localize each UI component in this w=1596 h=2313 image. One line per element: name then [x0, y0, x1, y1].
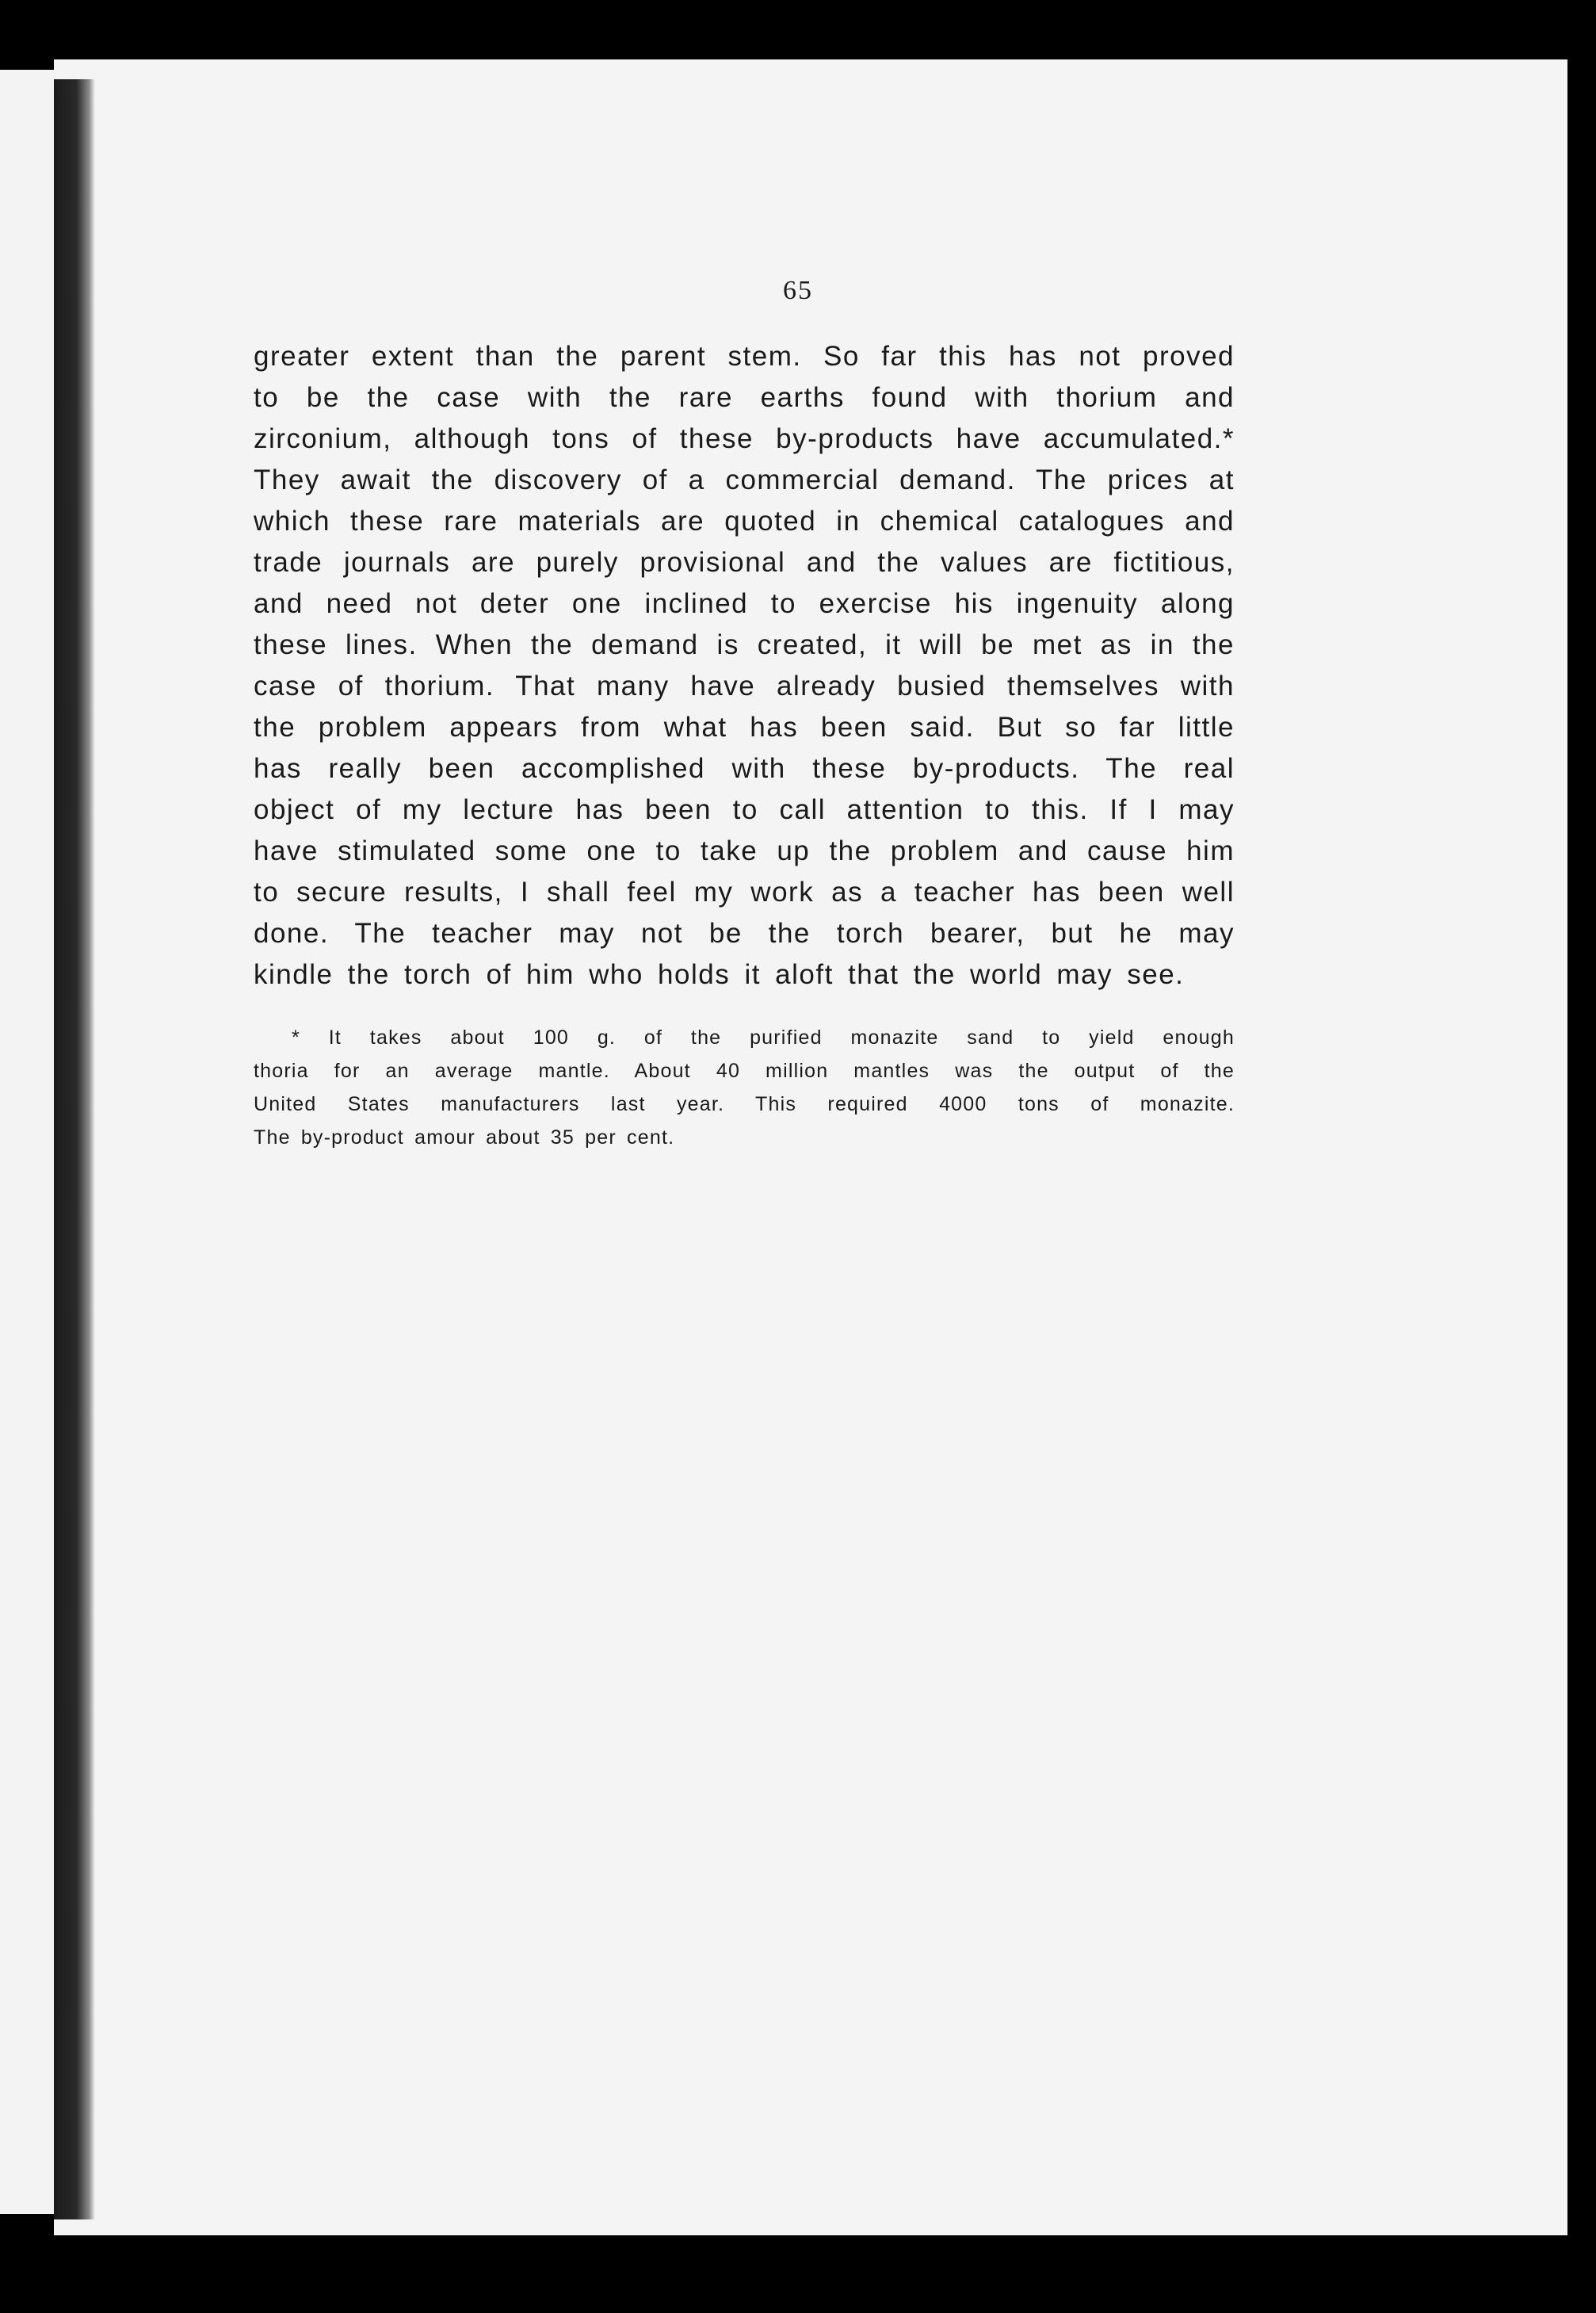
text-line: They await the discovery of a commercial demand. The prices at [254, 465, 1235, 495]
text-line: object of my lecture has been to call attention to this. If I may [254, 794, 1235, 825]
text-line: zirconium, although tons of these by-products have accumulated.* [254, 423, 1235, 454]
text-line: have stimulated some one to take up the problem and cause him [254, 835, 1235, 866]
body-paragraph [254, 336, 1235, 996]
text-line: kindle the torch of him who holds it aloft that the world may see. [254, 959, 1185, 990]
text-line: these lines. When the demand is created, it will be met as in the [254, 629, 1235, 660]
text-line: trade journals are purely provisional and the values are fictitious, [254, 547, 1235, 578]
footnote-line: United States manufacturers last year. This required 4000 tons of monazite. [254, 1093, 1235, 1115]
facing-page-edge [0, 70, 62, 2214]
page-number: 65 [783, 276, 813, 305]
footnote-line: * It takes about 100 g. of the purified monazite sand to yield enough [292, 1027, 1235, 1049]
text-line: and need not deter one inclined to exercise his ingenuity along [254, 588, 1235, 619]
footnote-line: The by-product amour about 35 per cent. [254, 1126, 675, 1149]
text-line: to be the case with the rare earths found with thorium and [254, 382, 1235, 413]
text-line: case of thorium. That many have already busied themselves with [254, 671, 1235, 702]
text-line: to secure results, I shall feel my work as a teacher has been well [254, 877, 1235, 908]
text-line: done. The teacher may not be the torch bearer, but he may [254, 918, 1235, 949]
text-line: has really been accomplished with these by-products. The real [254, 753, 1235, 784]
footnote [254, 1021, 1235, 1154]
text-line: greater extent than the parent stem. So far this has not proved [254, 341, 1235, 372]
footnote-line: thoria for an average mantle. About 40 million mantles was the output of the [254, 1060, 1235, 1082]
text-line: the problem appears from what has been said. But so far little [254, 712, 1235, 743]
text-line: which these rare materials are quoted in chemical catalogues and [254, 506, 1235, 537]
binding-gutter-shadow [54, 79, 95, 2219]
